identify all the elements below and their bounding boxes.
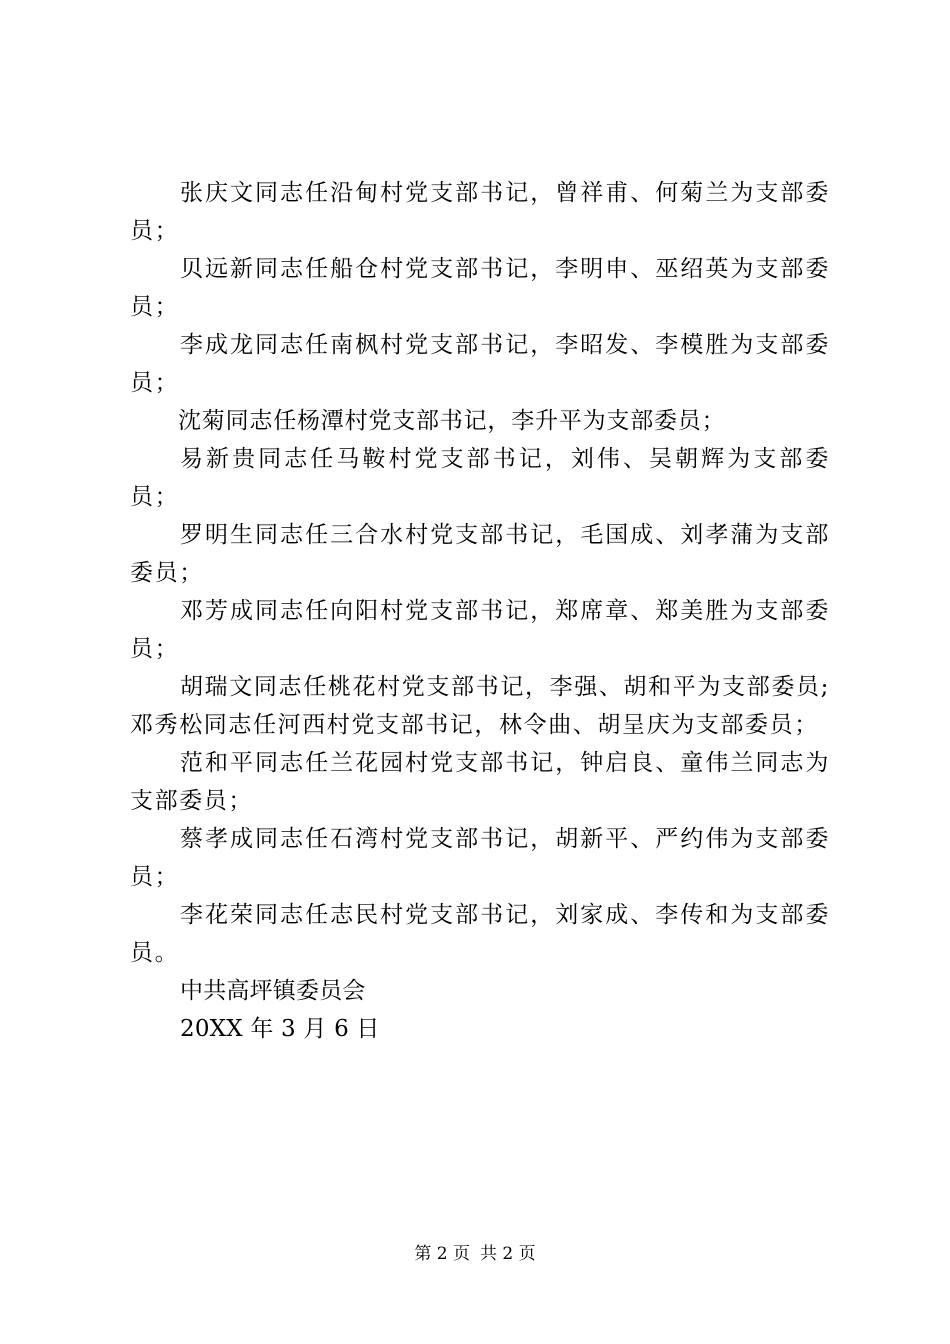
appointment-paragraph-3: 李成龙同志任南枫村党支部书记，李昭发、李模胜为支部委员； [130, 332, 830, 396]
appointment-paragraph-9: 范和平同志任兰花园村党支部书记，钟启良、童伟兰同志为支部委员； [130, 750, 830, 814]
page-total: 共 2 页 [480, 1244, 536, 1264]
appointment-paragraph-7: 邓芳成同志任向阳村党支部书记，郑席章、郑美胜为支部委员； [130, 598, 830, 662]
appointment-paragraph-1: 张庆文同志任沿甸村党支部书记，曾祥甫、何菊兰为支部委员； [130, 180, 830, 244]
appointment-paragraph-2: 贝远新同志任船仓村党支部书记，李明申、巫绍英为支部委员； [130, 256, 830, 320]
issue-date: 20XX 年 3 月 6 日 [180, 1016, 380, 1042]
appointment-paragraph-4: 沈菊同志任杨潭村党支部书记，李升平为支部委员； [178, 408, 726, 434]
page-footer [0, 1243, 950, 1265]
issuer-signature: 中共高坪镇委员会 [180, 978, 366, 1004]
appointment-paragraph-8: 胡瑞文同志任桃花村党支部书记，李强、胡和平为支部委员;邓秀松同志任河西村党支部书记，林令曲、胡呈庆为支部委员； [130, 674, 830, 738]
appointment-paragraph-6: 罗明生同志任三合水村党支部书记，毛国成、刘孝蒲为支部委员； [130, 522, 830, 586]
appointment-paragraph-5: 易新贵同志任马鞍村党支部书记，刘伟、吴朝辉为支部委员； [130, 446, 830, 510]
page-number: 第 2 页 [414, 1244, 470, 1264]
document-body [130, 174, 830, 1048]
appointment-paragraph-10: 蔡孝成同志任石湾村党支部书记，胡新平、严约伟为支部委员； [130, 826, 830, 890]
appointment-paragraph-11: 李花荣同志任志民村党支部书记，刘家成、李传和为支部委员。 [130, 902, 830, 966]
